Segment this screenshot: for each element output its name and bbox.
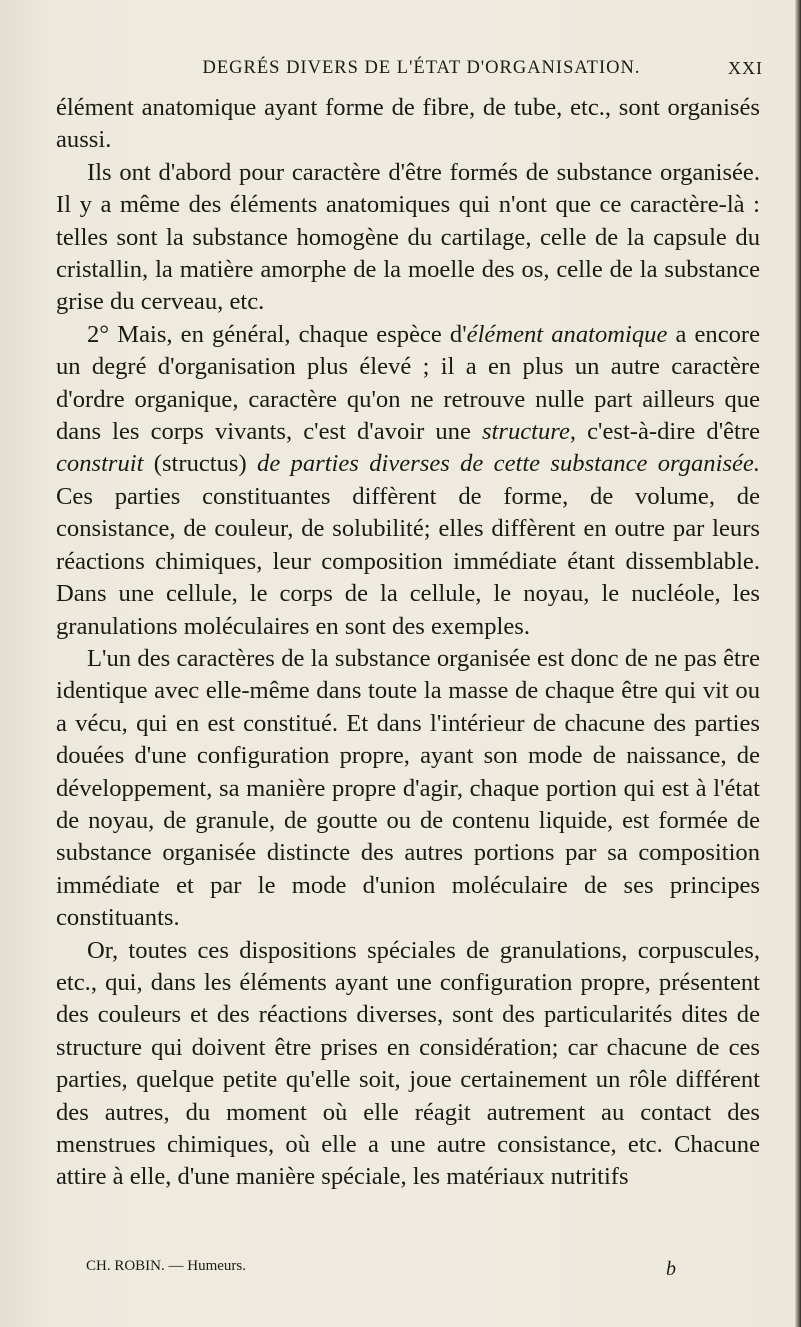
- text-run: (structus): [143, 450, 258, 478]
- footer-imprint: CH. ROBIN. — Humeurs.: [86, 1258, 246, 1274]
- signature-mark: b: [666, 1258, 676, 1280]
- text-run: a encore un degré d'organisation plus élevé ; il a en plus un autre caractère d'ordre organique, caractère qu'on ne retrouve nulle part ailleurs que dans les corps vivants, c'est d'avoir une: [56, 320, 761, 446]
- italic-text-run: structure: [481, 418, 570, 446]
- italic-text-run: élément anatomique: [466, 320, 668, 348]
- running-title: DEGRÉS DIVERS DE L'ÉTAT D'ORGANISATION.: [202, 58, 641, 78]
- italic-text-run: de parties diverses de cette substance organisée.: [257, 450, 760, 478]
- text-run: Ces parties constituantes diffèrent de forme, de volume, de consistance, de couleur, de solubilité; elles diffèrent en outre par leurs réactions chimiques, leur composition immédiate étant dissemblable. Dans une cellule, le corps de la cellule, le noyau, le nucléole, les granulations moléculaires en sont des exemples.: [56, 482, 760, 640]
- text-run: Ils ont d'abord pour caractère d'être formés de substance organisée. Il y a même des éléments anatomiques qui n'ont que ce caractère-là : telles sont la substance homogène du cartilage, celle de la capsule du cristallin, la matière amorphe de la moelle des os, celle de la substance grise du cerveau, etc.: [56, 158, 760, 316]
- paragraph: [56, 643, 760, 935]
- italic-text-run: construit: [56, 450, 144, 478]
- paragraph: [56, 935, 760, 1194]
- paragraph: [56, 157, 760, 319]
- page-body-text: [56, 92, 760, 1194]
- text-run: 2° Mais, en général, chaque espèce d': [87, 320, 467, 348]
- page-header: [80, 58, 763, 88]
- paragraph: [56, 319, 760, 643]
- page-edge-shadow: [795, 0, 801, 1327]
- text-run: , c'est-à-dire d'être: [569, 418, 760, 446]
- text-run: élément anatomique ayant forme de fibre, de tube, etc., sont organisés aussi.: [56, 94, 760, 154]
- text-run: L'un des caractères de la substance organisée est donc de ne pas être identique avec elle-même dans toute la masse de chaque être qui vit ou a vécu, qui en est constitué. Et dans l'intérieur de chacune des parties douées d'une configuration propre, ayant son mode de naissance, de développement, sa manière propre d'agir, chaque portion qui est à l'état de noyau, de granule, de goutte ou de contenu liquide, est formée de substance organisée distincte des autres portions par sa composition immédiate et par le mode d'union moléculaire de ses principes constituants.: [56, 644, 760, 932]
- page-footer: [86, 1258, 676, 1282]
- text-run: Or, toutes ces dispositions spéciales de granulations, corpuscules, etc., qui, dans les éléments ayant une configuration propre, présentent des couleurs et des réactions diverses, sont des particularités dites de structure qui doivent être prises en considération; car chacune de ces parties, quelque petite qu'elle soit, joue certainement un rôle différent des autres, du moment où elle réagit autrement au contact des menstrues chimiques, où elle a une autre consistance, etc. Chacune attire à elle, d'une manière spéciale, les matériaux nutritifs: [56, 936, 760, 1191]
- page-number: XXI: [728, 58, 763, 78]
- paragraph: [56, 92, 760, 157]
